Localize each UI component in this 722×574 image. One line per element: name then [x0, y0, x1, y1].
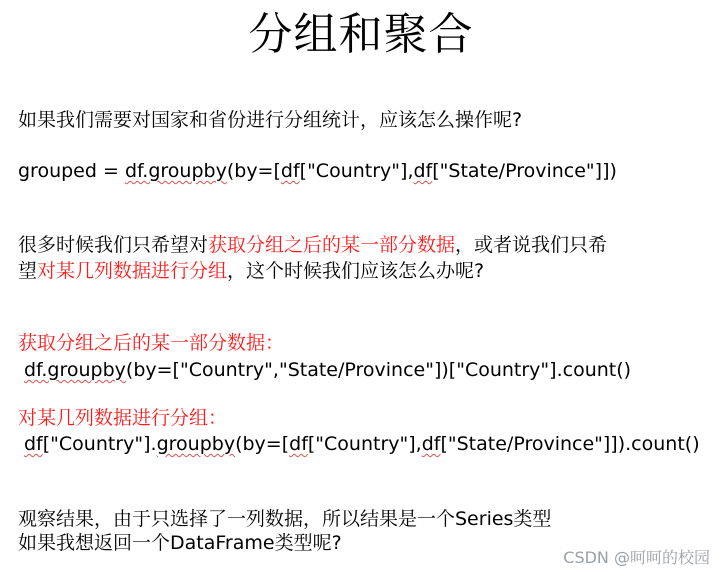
paragraph-text: ，或者说我们只希: [455, 234, 608, 256]
code-token: df.groupby: [124, 160, 227, 182]
code-token: df: [421, 433, 441, 455]
code-token: df.groupby: [24, 359, 126, 381]
paragraph-line-1: [18, 232, 607, 258]
code-token: (by=[: [235, 433, 290, 455]
code-token: df: [280, 160, 300, 182]
csdn-watermark: CSDN @呵呵的校园: [563, 548, 710, 567]
section-heading-columns: 对某几列数据进行分组：: [18, 407, 228, 429]
question-text: 如果我们需要对国家和省份进行分组统计，应该怎么操作呢?: [18, 109, 523, 131]
conclusion-line-2: 如果我想返回一个DataFrame类型呢?: [18, 532, 342, 554]
code-token: df: [413, 160, 433, 182]
code-groupby-example: [18, 158, 617, 184]
section-heading-subset: 获取分组之后的某一部分数据：: [18, 332, 285, 354]
conclusion-line-1: 观察结果，由于只选择了一列数据，所以结果是一个Series类型: [18, 508, 552, 530]
code-token: df: [24, 433, 43, 455]
highlight-text: 获取分组之后的某一部分数据: [208, 234, 456, 256]
page-title: 分组和聚合: [248, 9, 474, 60]
code-token: ["Country"],: [307, 433, 422, 455]
code-subset-count: [24, 357, 631, 383]
code-token: (by=["Country","State/Province"])["Country"].count(): [125, 359, 632, 381]
code-token: ["Country"].: [42, 433, 157, 455]
code-columns-groupby: [24, 431, 700, 457]
code-token: grouped =: [18, 160, 125, 182]
paragraph-text: 望: [18, 260, 38, 282]
paragraph-text: ，这个时候我们应该怎么办呢?: [227, 260, 485, 282]
paragraph-text: 很多时候我们只希望对: [18, 234, 209, 256]
code-token: (by=[: [226, 160, 281, 182]
code-token: ["State/Province"]]).count(): [440, 433, 700, 455]
highlight-text: 对某几列数据进行分组: [37, 260, 228, 282]
code-token: groupby: [156, 433, 236, 455]
code-token: df: [289, 433, 308, 455]
paragraph-line-2: [18, 258, 484, 284]
code-token: ["Country"],: [299, 160, 414, 182]
code-token: ["State/Province"]]): [432, 160, 617, 182]
